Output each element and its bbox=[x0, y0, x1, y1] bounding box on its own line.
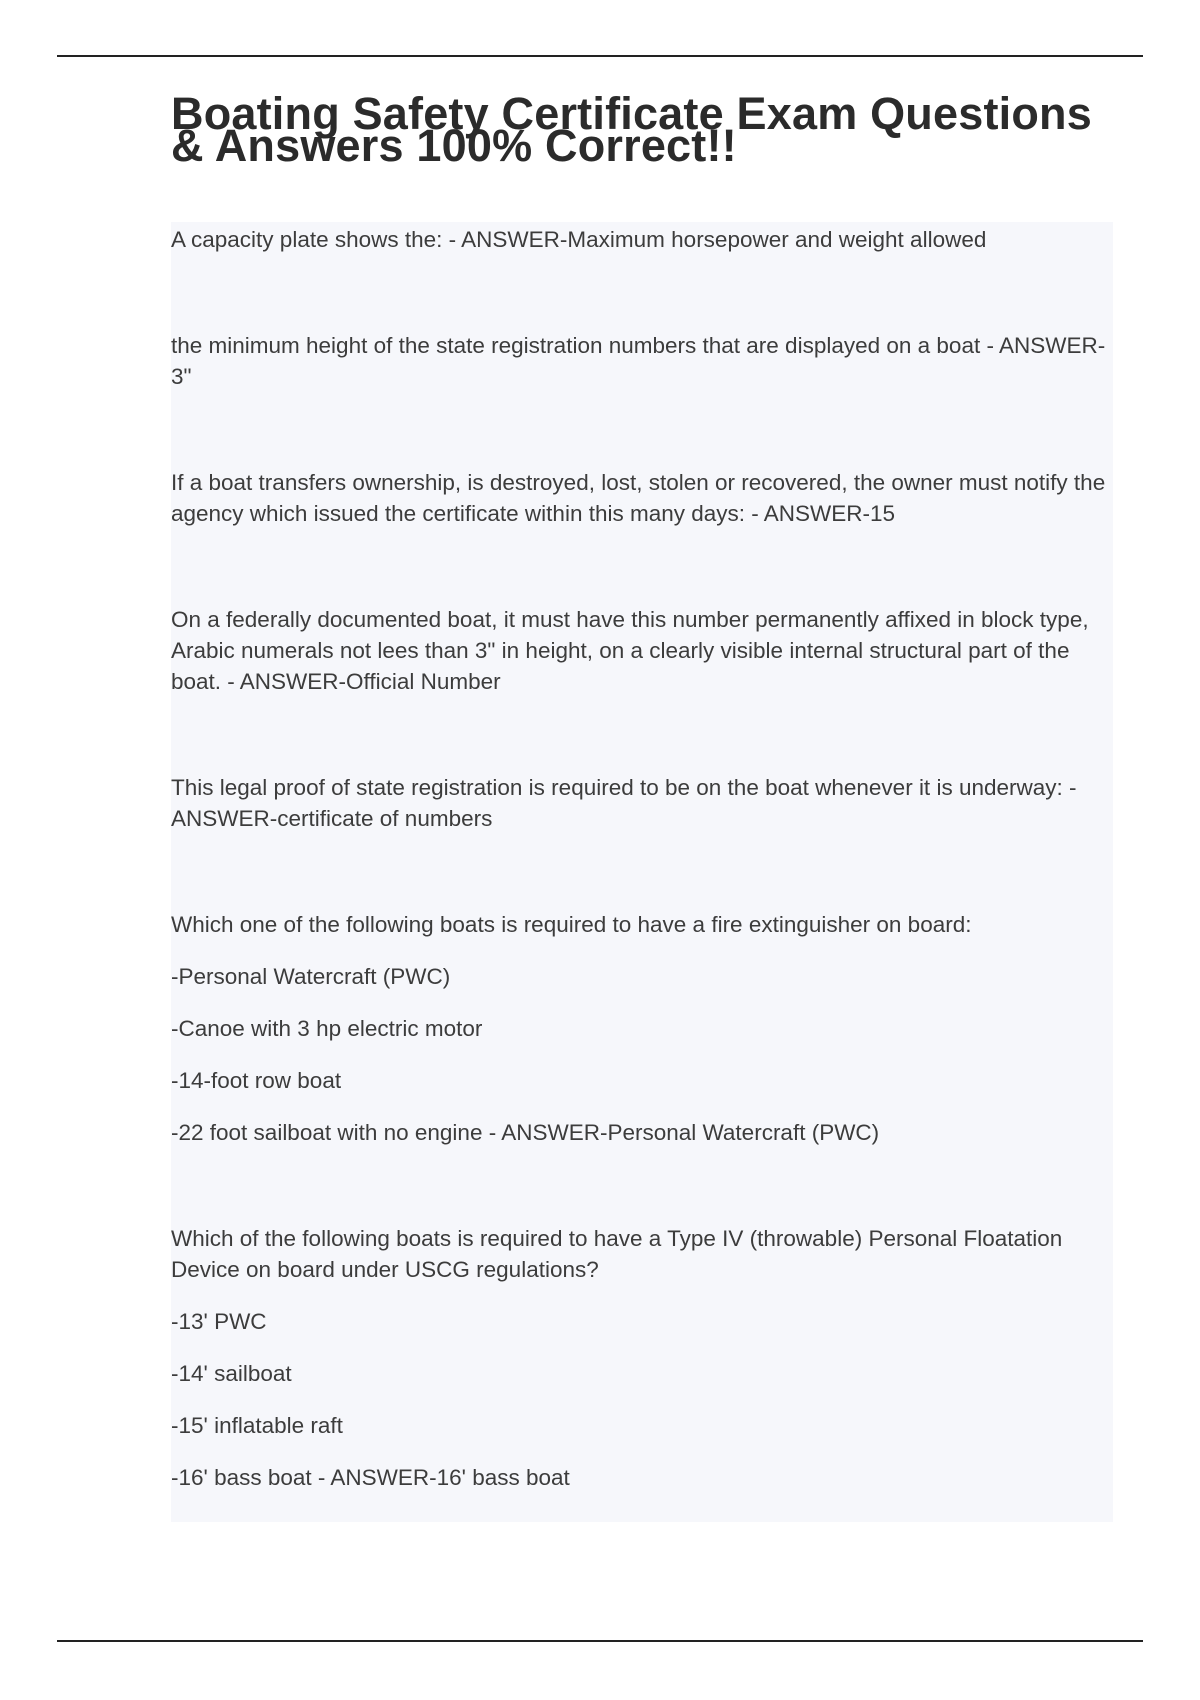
qa-item-7-option: -13' PWC bbox=[171, 1309, 267, 1334]
qa-item-7-question: Which of the following boats is required to have a Type IV (throwable) Personal Floatation Device on board under USCG regulations? bbox=[171, 1226, 1063, 1282]
qa-item-3: If a boat transfers ownership, is destroyed, lost, stolen or recovered, the owner must notify the agency which issued the certificate within this many days: - ANSWER-15 bbox=[171, 470, 1106, 526]
qa-item-6-option: -Canoe with 3 hp electric motor bbox=[171, 1016, 483, 1041]
qa-item-6-option: -Personal Watercraft (PWC) bbox=[171, 964, 451, 989]
document-title: Boating Safety Certificate Exam Questions & Answers 100% Correct!! bbox=[171, 88, 1092, 171]
qa-item-2: the minimum height of the state registration numbers that are displayed on a boat - ANSWER-3" bbox=[171, 333, 1106, 389]
qa-item-7-option: -14' sailboat bbox=[171, 1361, 292, 1386]
qa-content bbox=[171, 222, 1113, 1522]
qa-item-5: This legal proof of state registration is required to be on the boat whenever it is underway: - ANSWER-certificate of numbers bbox=[171, 775, 1077, 831]
qa-item-1: A capacity plate shows the: - ANSWER-Maximum horsepower and weight allowed bbox=[171, 227, 987, 252]
qa-item-6-option-answer: -22 foot sailboat with no engine - ANSWER-Personal Watercraft (PWC) bbox=[171, 1120, 880, 1145]
qa-item-6-question: Which one of the following boats is required to have a fire extinguisher on board: bbox=[171, 912, 972, 937]
qa-item-7-option-answer: -16' bass boat - ANSWER-16' bass boat bbox=[171, 1465, 570, 1490]
qa-item-4: On a federally documented boat, it must have this number permanently affixed in block type, Arabic numerals not lees than 3" in height, on a clearly visible internal structural part of the boat. - ANSWER-Official Number bbox=[171, 607, 1089, 694]
qa-item-6-option: -14-foot row boat bbox=[171, 1068, 342, 1093]
qa-item-7-option: -15' inflatable raft bbox=[171, 1413, 343, 1438]
top-rule bbox=[57, 55, 1143, 57]
bottom-rule bbox=[57, 1640, 1143, 1642]
